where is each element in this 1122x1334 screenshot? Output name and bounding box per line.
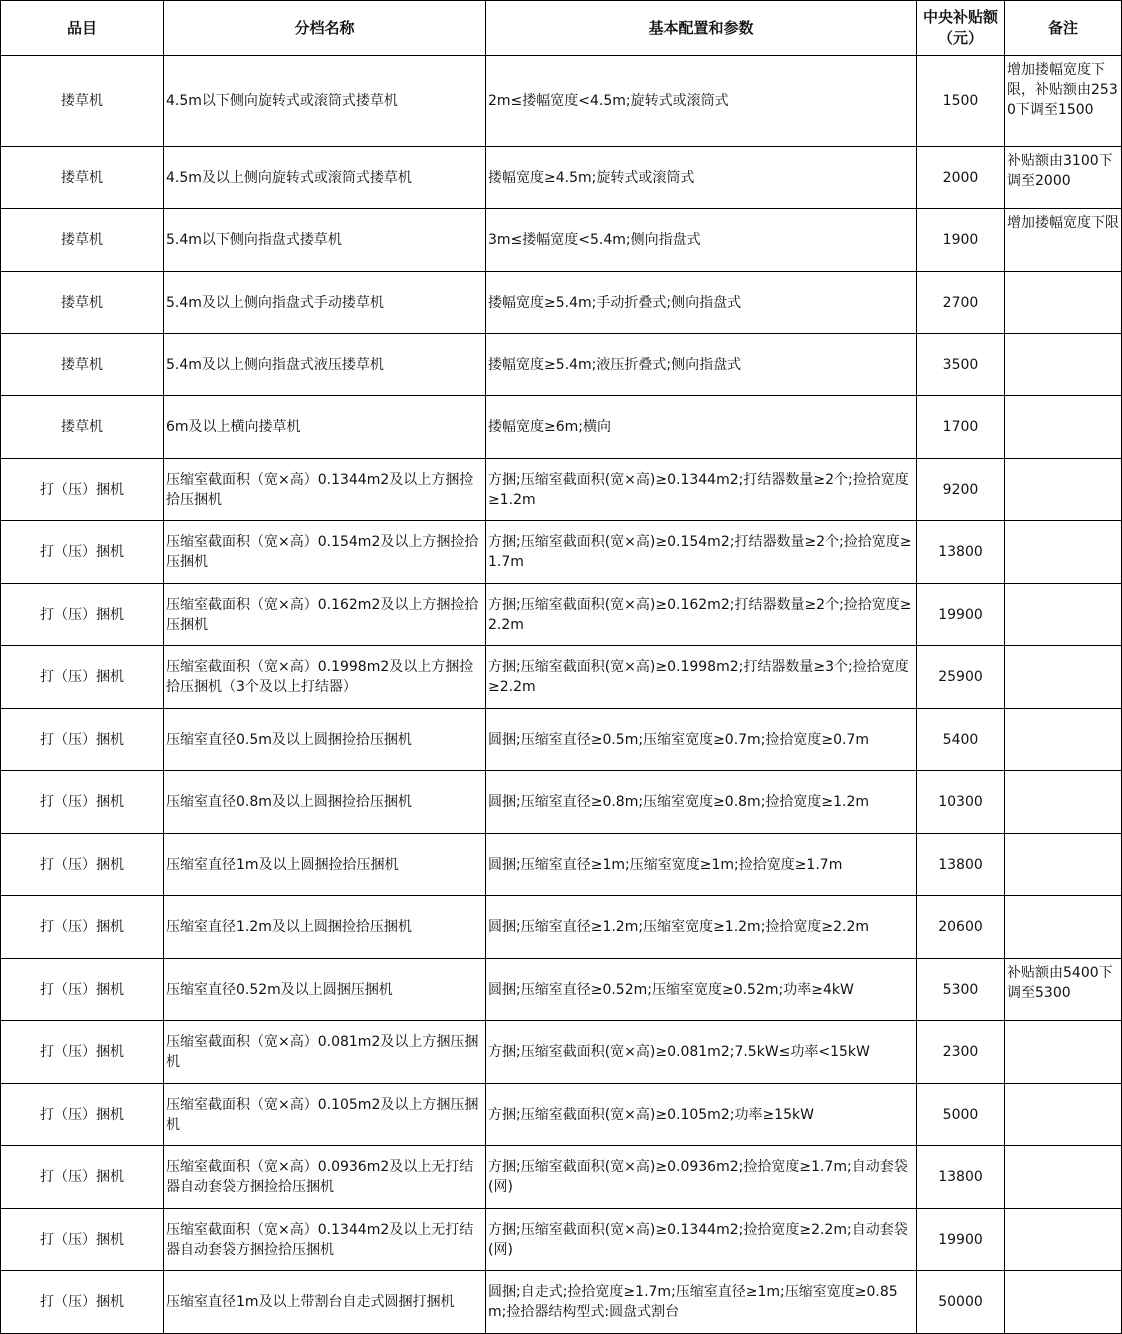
spec-cell: 搂幅宽度≥4.5m;旋转式或滚筒式 (486, 147, 917, 209)
header-spec: 基本配置和参数 (486, 1, 917, 56)
subsidy-amount-cell: 20600 (917, 896, 1005, 959)
subsidy-amount-cell: 10300 (917, 771, 1005, 834)
subsidy-amount-cell: 5000 (917, 1084, 1005, 1146)
tier-name-cell: 4.5m以下侧向旋转式或滚筒式搂草机 (164, 56, 486, 147)
spec-cell: 圆捆;压缩室直径≥1m;压缩室宽度≥1m;捡拾宽度≥1.7m (486, 834, 917, 896)
tier-name-cell: 压缩室直径1m及以上圆捆捡拾压捆机 (164, 834, 486, 896)
table-row (1, 396, 1122, 459)
category-cell: 搂草机 (1, 272, 164, 334)
spec-cell: 搂幅宽度≥5.4m;手动折叠式;侧向指盘式 (486, 272, 917, 334)
category-cell: 打（压）捆机 (1, 1271, 164, 1334)
tier-name-cell: 压缩室截面积（宽×高）0.1998m2及以上方捆捡拾压捆机（3个及以上打结器） (164, 646, 486, 709)
tier-name-cell: 压缩室直径1.2m及以上圆捆捡拾压捆机 (164, 896, 486, 959)
subsidy-amount-cell: 13800 (917, 521, 1005, 584)
tier-name-cell: 压缩室截面积（宽×高）0.1344m2及以上方捆捡拾压捆机 (164, 459, 486, 521)
spec-cell: 搂幅宽度≥5.4m;液压折叠式;侧向指盘式 (486, 334, 917, 396)
tier-name-cell: 5.4m及以上侧向指盘式手动搂草机 (164, 272, 486, 334)
note-cell (1005, 1271, 1122, 1334)
spec-cell: 圆捆;自走式;捡拾宽度≥1.7m;压缩室直径≥1m;压缩室宽度≥0.85m;捡拾器结构型式:圆盘式割台 (486, 1271, 917, 1334)
subsidy-amount-cell: 19900 (917, 584, 1005, 646)
tier-name-cell: 5.4m以下侧向指盘式搂草机 (164, 209, 486, 272)
tier-name-cell: 压缩室直径1m及以上带割台自走式圆捆打捆机 (164, 1271, 486, 1334)
subsidy-amount-cell: 2700 (917, 272, 1005, 334)
spec-cell: 方捆;压缩室截面积(宽×高)≥0.1344m2;打结器数量≥2个;捡拾宽度≥1.2m (486, 459, 917, 521)
subsidy-amount-cell: 5300 (917, 959, 1005, 1021)
table-row (1, 272, 1122, 334)
spec-cell: 圆捆;压缩室直径≥1.2m;压缩室宽度≥1.2m;捡拾宽度≥2.2m (486, 896, 917, 959)
table-row (1, 771, 1122, 834)
tier-name-cell: 压缩室直径0.8m及以上圆捆捡拾压捆机 (164, 771, 486, 834)
tier-name-cell: 5.4m及以上侧向指盘式液压搂草机 (164, 334, 486, 396)
table-row (1, 334, 1122, 396)
header-note: 备注 (1005, 1, 1122, 56)
table-row (1, 709, 1122, 771)
note-cell (1005, 771, 1122, 834)
spec-cell: 圆捆;压缩室直径≥0.5m;压缩室宽度≥0.7m;捡拾宽度≥0.7m (486, 709, 917, 771)
category-cell: 搂草机 (1, 147, 164, 209)
subsidy-amount-cell: 50000 (917, 1271, 1005, 1334)
header-row (1, 1, 1122, 56)
subsidy-amount-cell: 1500 (917, 56, 1005, 147)
tier-name-cell: 压缩室截面积（宽×高）0.105m2及以上方捆压捆机 (164, 1084, 486, 1146)
category-cell: 打（压）捆机 (1, 834, 164, 896)
header-tier-name: 分档名称 (164, 1, 486, 56)
subsidy-amount-cell: 19900 (917, 1209, 1005, 1271)
tier-name-cell: 压缩室截面积（宽×高）0.154m2及以上方捆捡拾压捆机 (164, 521, 486, 584)
category-cell: 打（压）捆机 (1, 521, 164, 584)
subsidy-amount-cell: 13800 (917, 834, 1005, 896)
table-row (1, 896, 1122, 959)
note-cell (1005, 584, 1122, 646)
tier-name-cell: 压缩室直径0.52m及以上圆捆压捆机 (164, 959, 486, 1021)
spec-cell: 方捆;压缩室截面积(宽×高)≥0.0936m2;捡拾宽度≥1.7m;自动套袋(网) (486, 1146, 917, 1209)
category-cell: 搂草机 (1, 396, 164, 459)
subsidy-amount-cell: 2000 (917, 147, 1005, 209)
tier-name-cell: 压缩室截面积（宽×高）0.1344m2及以上无打结器自动套袋方捆捡拾压捆机 (164, 1209, 486, 1271)
note-cell (1005, 1146, 1122, 1209)
subsidy-amount-cell: 1700 (917, 396, 1005, 459)
category-cell: 打（压）捆机 (1, 584, 164, 646)
spec-cell: 方捆;压缩室截面积(宽×高)≥0.105m2;功率≥15kW (486, 1084, 917, 1146)
category-cell: 搂草机 (1, 56, 164, 147)
note-cell (1005, 521, 1122, 584)
category-cell: 打（压）捆机 (1, 896, 164, 959)
subsidy-amount-cell: 13800 (917, 1146, 1005, 1209)
note-cell (1005, 834, 1122, 896)
subsidy-amount-cell: 3500 (917, 334, 1005, 396)
header-category: 品目 (1, 1, 164, 56)
note-cell (1005, 646, 1122, 709)
table-row (1, 521, 1122, 584)
note-cell (1005, 396, 1122, 459)
category-cell: 打（压）捆机 (1, 1209, 164, 1271)
table-row (1, 209, 1122, 272)
category-cell: 搂草机 (1, 334, 164, 396)
table-row (1, 56, 1122, 147)
tier-name-cell: 压缩室直径0.5m及以上圆捆捡拾压捆机 (164, 709, 486, 771)
category-cell: 打（压）捆机 (1, 771, 164, 834)
spec-cell: 方捆;压缩室截面积(宽×高)≥0.1344m2;捡拾宽度≥2.2m;自动套袋(网) (486, 1209, 917, 1271)
note-cell (1005, 272, 1122, 334)
spec-cell: 搂幅宽度≥6m;横向 (486, 396, 917, 459)
spec-cell: 2m≤搂幅宽度<4.5m;旋转式或滚筒式 (486, 56, 917, 147)
category-cell: 打（压）捆机 (1, 646, 164, 709)
table-row (1, 584, 1122, 646)
note-cell (1005, 459, 1122, 521)
note-cell: 补贴额由3100下调至2000 (1005, 147, 1122, 209)
spec-cell: 方捆;压缩室截面积(宽×高)≥0.081m2;7.5kW≤功率<15kW (486, 1021, 917, 1084)
table-row (1, 1146, 1122, 1209)
category-cell: 打（压）捆机 (1, 1146, 164, 1209)
category-cell: 打（压）捆机 (1, 459, 164, 521)
table-row (1, 1209, 1122, 1271)
note-cell (1005, 334, 1122, 396)
note-cell: 补贴额由5400下调至5300 (1005, 959, 1122, 1021)
table-row (1, 834, 1122, 896)
note-cell (1005, 1209, 1122, 1271)
spec-cell: 圆捆;压缩室直径≥0.52m;压缩室宽度≥0.52m;功率≥4kW (486, 959, 917, 1021)
subsidy-amount-cell: 25900 (917, 646, 1005, 709)
tier-name-cell: 4.5m及以上侧向旋转式或滚筒式搂草机 (164, 147, 486, 209)
tier-name-cell: 压缩室截面积（宽×高）0.081m2及以上方捆压捆机 (164, 1021, 486, 1084)
table-row (1, 1084, 1122, 1146)
table-row (1, 1271, 1122, 1334)
subsidy-amount-cell: 1900 (917, 209, 1005, 272)
spec-cell: 方捆;压缩室截面积(宽×高)≥0.1998m2;打结器数量≥3个;捡拾宽度≥2.2m (486, 646, 917, 709)
category-cell: 打（压）捆机 (1, 709, 164, 771)
subsidy-amount-cell: 5400 (917, 709, 1005, 771)
spec-cell: 3m≤搂幅宽度<5.4m;侧向指盘式 (486, 209, 917, 272)
category-cell: 打（压）捆机 (1, 1021, 164, 1084)
spec-cell: 方捆;压缩室截面积(宽×高)≥0.154m2;打结器数量≥2个;捡拾宽度≥1.7m (486, 521, 917, 584)
note-cell (1005, 1084, 1122, 1146)
tier-name-cell: 6m及以上横向搂草机 (164, 396, 486, 459)
note-cell (1005, 1021, 1122, 1084)
table-row (1, 959, 1122, 1021)
spec-cell: 圆捆;压缩室直径≥0.8m;压缩室宽度≥0.8m;捡拾宽度≥1.2m (486, 771, 917, 834)
table-body (1, 56, 1122, 1334)
subsidy-amount-cell: 2300 (917, 1021, 1005, 1084)
note-cell: 增加搂幅宽度下限，补贴额由2530下调至1500 (1005, 56, 1122, 147)
category-cell: 打（压）捆机 (1, 959, 164, 1021)
table-row (1, 646, 1122, 709)
tier-name-cell: 压缩室截面积（宽×高）0.162m2及以上方捆捡拾压捆机 (164, 584, 486, 646)
note-cell: 增加搂幅宽度下限 (1005, 209, 1122, 272)
spec-cell: 方捆;压缩室截面积(宽×高)≥0.162m2;打结器数量≥2个;捡拾宽度≥2.2m (486, 584, 917, 646)
category-cell: 打（压）捆机 (1, 1084, 164, 1146)
category-cell: 搂草机 (1, 209, 164, 272)
note-cell (1005, 896, 1122, 959)
subsidy-amount-cell: 9200 (917, 459, 1005, 521)
note-cell (1005, 709, 1122, 771)
tier-name-cell: 压缩室截面积（宽×高）0.0936m2及以上无打结器自动套袋方捆捡拾压捆机 (164, 1146, 486, 1209)
table-row (1, 147, 1122, 209)
table-row (1, 459, 1122, 521)
header-subsidy: 中央补贴额（元） (917, 1, 1005, 56)
table-row (1, 1021, 1122, 1084)
